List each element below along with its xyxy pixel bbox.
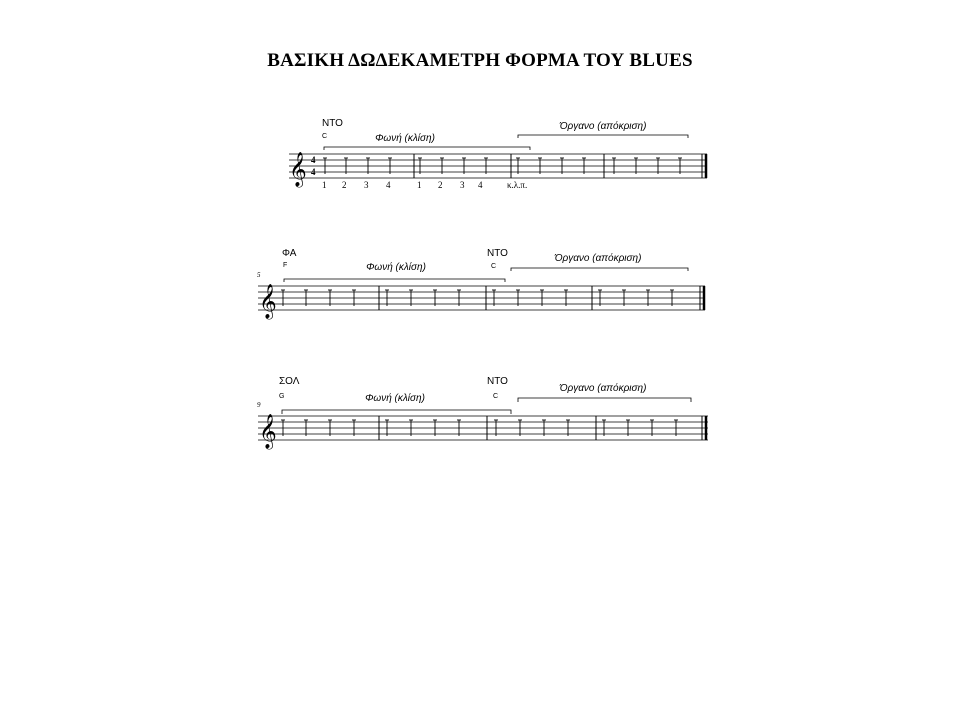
system-3 [257,376,708,450]
staff [289,154,707,178]
page-title: ΒΑΣΙΚΗ ΔΩΔΕΚΑΜΕΤΡΗ ΦΟΡΜΑ ΤΟΥ BLUES [267,50,693,71]
count: 2 [438,180,443,190]
chord-greek: ΝΤΟ [487,248,508,259]
staff [258,416,708,440]
voice-label: Φωνή (κλίση) [365,393,425,404]
voice-bracket [324,132,530,150]
measure-number: 9 [257,401,261,409]
system-2 [257,248,705,320]
chord-letter: G [279,393,285,400]
count: 3 [460,180,465,190]
system-1 [289,118,707,190]
organ-bracket [518,382,691,402]
chord-letter: C [493,393,499,400]
organ-bracket [518,120,688,138]
count: 2 [342,180,347,190]
count: 3 [364,180,369,190]
beat-counts [322,180,527,190]
count: 1 [322,180,327,190]
svg-text:4: 4 [311,155,316,165]
voice-bracket [282,392,511,414]
count: 1 [417,180,422,190]
organ-bracket [511,252,688,271]
organ-label: Όργανο (απόκριση) [559,383,647,394]
chord-letter: C [491,263,497,270]
chord-letter: F [283,262,288,269]
chord-greek: ΝΤΟ [322,118,343,129]
count: 4 [478,180,483,190]
organ-label: Όργανο (απόκριση) [554,253,642,264]
treble-clef-icon: 𝄞 [289,152,307,187]
chord-letter: C [322,133,328,140]
voice-label: Φωνή (κλίση) [366,262,426,273]
treble-clef-icon: 𝄞 [259,284,277,319]
measure-number: 5 [257,271,261,279]
organ-label: Όργανο (απόκριση) [559,121,647,132]
count-etc: κ.λ.π. [507,180,528,190]
chord-greek: ΦΑ [282,248,297,259]
count: 4 [386,180,391,190]
chord-greek: ΣΟΛ [279,376,300,387]
staff [258,286,705,310]
voice-label: Φωνή (κλίση) [375,133,435,144]
treble-clef-icon: 𝄞 [259,414,277,449]
voice-bracket [284,261,505,282]
svg-text:4: 4 [311,167,316,177]
chord-greek: ΝΤΟ [487,376,508,387]
